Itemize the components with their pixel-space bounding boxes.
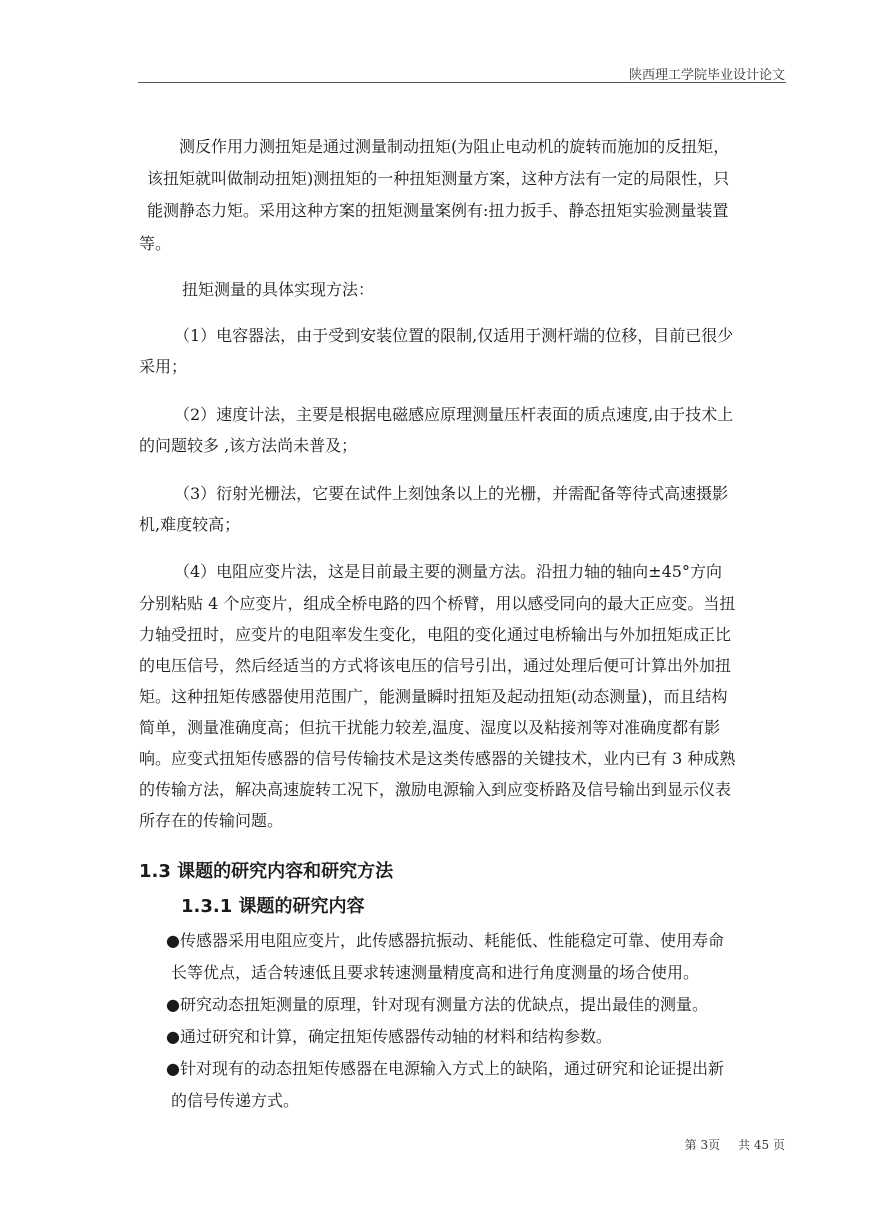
text-line: （1）电容器法，由于受到安装位置的限制,仅适用于测杆端的位移，目前已很少 — [174, 326, 734, 345]
text-line: 的传输方法，解决高速旋转工况下，激励电源输入到应变桥路及信号输出到显示仪表 — [139, 780, 732, 799]
bullet-item: ●针对现有的动态扭矩传感器在电源输入方式上的缺陷，通过研究和论证提出新 — [166, 1059, 724, 1078]
text-line: 机,难度较高； — [139, 515, 241, 534]
bullet-item: ●研究动态扭矩测量的原理，针对现有测量方法的优缺点，提出最佳的测量。 — [166, 995, 708, 1014]
section-heading: 1.3 课题的研究内容和研究方法 — [139, 861, 394, 882]
text-line: 所存在的传输问题。 — [139, 811, 284, 830]
bullet-item: ●传感器采用电阻应变片，此传感器抗振动、耗能低、性能稳定可靠、使用寿命 — [166, 931, 724, 950]
text-line: 等。 — [139, 234, 172, 253]
bullet-item: ●通过研究和计算，确定扭矩传感器传动轴的材料和结构参数。 — [166, 1027, 612, 1046]
bullet-continuation: 的信号传递方式。 — [171, 1091, 300, 1110]
text-line: （4）电阻应变片法，这是目前最主要的测量方法。沿扭力轴的轴向±45°方向 — [174, 562, 722, 581]
text-line: 测反作用力测扭矩是通过测量制动扭矩(为阻止电动机的旋转而施加的反扭矩， — [179, 137, 730, 156]
subsection-heading: 1.3.1 课题的研究内容 — [181, 896, 365, 917]
text-line: 能测静态力矩。采用这种方案的扭矩测量案例有:扭力扳手、静态扭矩实验测量装置 — [147, 201, 729, 220]
bullet-continuation: 长等优点，适合转速低且要求转速测量精度高和进行角度测量的场合使用。 — [171, 963, 700, 982]
text-line: 采用； — [139, 357, 188, 376]
page-number: 第 3页 — [684, 1138, 721, 1152]
header-rule — [138, 82, 786, 83]
running-header: 陕西理工学院毕业设计论文 — [628, 68, 785, 83]
page-total: 共 45 页 — [738, 1138, 785, 1152]
text-line: （2）速度计法，主要是根据电磁感应原理测量压杆表面的质点速度,由于技术上 — [174, 405, 734, 424]
page-footer — [685, 1136, 785, 1153]
text-line: 的电压信号，然后经适当的方式将该电压的信号引出，通过处理后便可计算出外加扭 — [139, 656, 732, 675]
text-line: 矩。这种扭矩传感器使用范围广，能测量瞬时扭矩及起动扭矩(动态测量)，而且结构 — [139, 687, 728, 706]
text-line: 的问题较多 ,该方法尚未普及； — [139, 436, 358, 455]
text-line: 简单，测量准确度高；但抗干扰能力较差,温度、湿度以及粘接剂等对准确度都有影 — [139, 718, 721, 737]
text-line: 响。应变式扭矩传感器的信号传输技术是这类传感器的关键技术，业内已有 3 种成熟 — [139, 749, 736, 768]
text-line: （3）衍射光栅法，它要在试件上刻蚀条以上的光栅，并需配备等待式高速摄影 — [174, 484, 729, 503]
text-line: 该扭矩就叫做制动扭矩)测扭矩的一种扭矩测量方案，这种方法有一定的局限性，只 — [147, 169, 730, 188]
text-line: 扭矩测量的具体实现方法： — [182, 280, 375, 299]
text-line: 力轴受扭时，应变片的电阻率发生变化，电阻的变化通过电桥输出与外加扭矩成正比 — [139, 625, 732, 644]
text-line: 分别粘贴 4 个应变片，组成全桥电路的四个桥臂，用以感受同向的最大正应变。当扭 — [139, 594, 736, 613]
